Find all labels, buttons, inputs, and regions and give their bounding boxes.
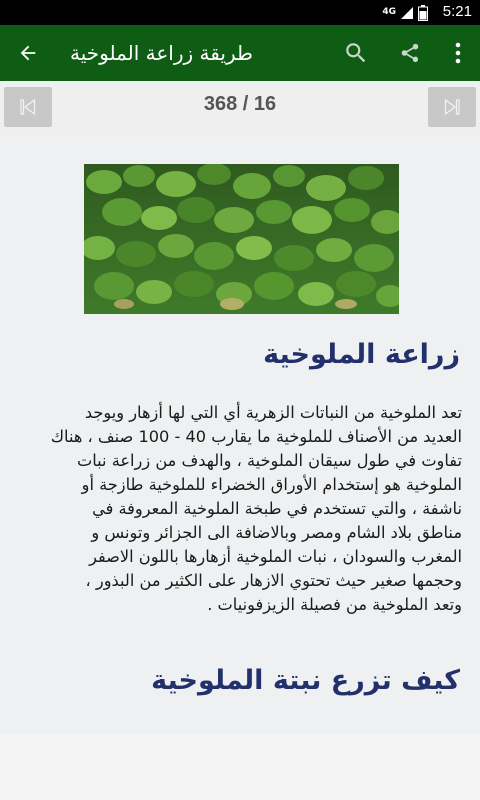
next-page-button[interactable] (428, 87, 476, 127)
search-button[interactable] (340, 37, 372, 69)
search-icon (343, 40, 369, 66)
paragraph-line: العديد من الأصناف للملوخية ما يقارب 40 - 100 صنف ، هناك (50, 427, 462, 446)
page-counter: 368 / 16 (203, 93, 277, 115)
paragraph-line: وحجمها صغير حيث تحتوي الازهار على الكثير من البذور ، (85, 571, 462, 590)
page-title: طريقة زراعة الملوخية (70, 41, 253, 65)
article-paragraph (18, 401, 462, 617)
arrow-back-icon (17, 42, 39, 64)
section-heading-planting: زراعة الملوخية (263, 339, 460, 370)
section-heading-how-to-plant: كيف تزرع نبتة الملوخية (151, 665, 460, 696)
paragraph-line: مناطق بلاد الشام ومصر وبالاضافة الى الجزائر وتونس و (91, 523, 462, 542)
share-icon (399, 42, 421, 64)
leaves-illustration (84, 164, 399, 314)
pager-bar (0, 81, 480, 135)
molokhia-leaves-image (84, 164, 399, 314)
more-vert-icon (455, 42, 461, 64)
status-icons (382, 4, 428, 21)
battery-icon (418, 5, 428, 21)
article-content[interactable] (0, 135, 480, 734)
bottom-blank-area (0, 734, 480, 800)
share-button[interactable] (394, 37, 426, 69)
paragraph-line: وتعد الملوخية من فصيلة الزيزفونيات . (207, 595, 462, 614)
paragraph-line: ناشفة ، والتي تستخدم في طبخة الملوخية المعروفة في (92, 499, 462, 518)
skip-next-icon (443, 98, 461, 116)
paragraph-line: تعد الملوخية من النباتات الزهرية أي التي لها أزهار ويوجد (84, 403, 462, 422)
overflow-menu-button[interactable] (442, 37, 474, 69)
paragraph-line: المغرب والسودان ، نبات الملوخية أزهارها باللون الاصفر (89, 547, 462, 566)
clock: 5:21 (442, 3, 472, 20)
status-bar (0, 0, 480, 25)
network-type: 4G (382, 7, 396, 17)
paragraph-line: الملوخية هو إستخدام الأوراق الخضراء للملوخية طازجة أو (81, 475, 462, 494)
back-button[interactable] (12, 37, 44, 69)
signal-icon (400, 6, 414, 20)
paragraph-line: تفاوت في طول سيقان الملوخية ، والهدف من زراعة نبات (77, 451, 462, 470)
app-bar (0, 25, 480, 81)
